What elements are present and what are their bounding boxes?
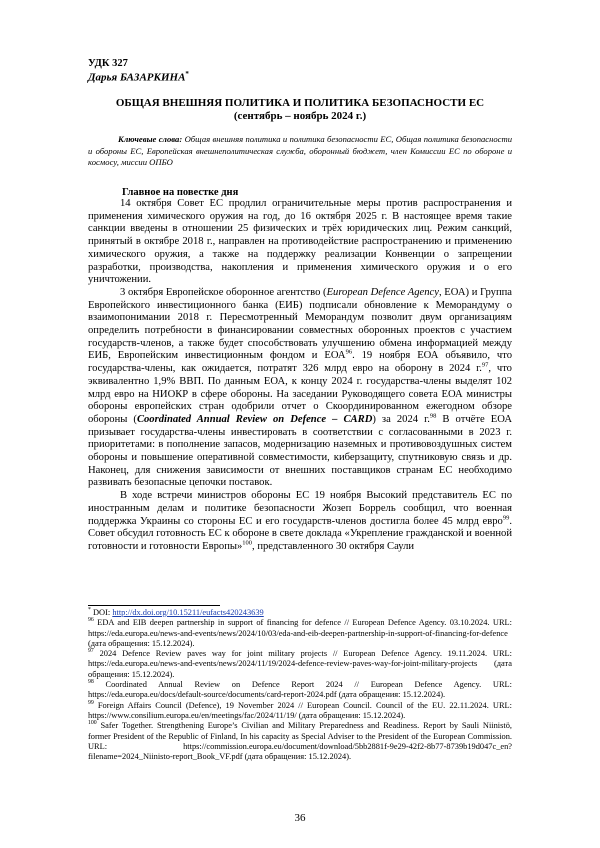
italic-term: European Defence Agency — [326, 286, 439, 298]
footnote-mark: 100 — [88, 720, 97, 727]
footnote-ref[interactable]: 96 — [345, 348, 353, 356]
author-name — [88, 70, 189, 84]
article-title: ОБЩАЯ ВНЕШНЯЯ ПОЛИТИКА И ПОЛИТИКА БЕЗОПАСНОСТИ ЕС — [115, 97, 485, 109]
footnote-ref[interactable]: 97 — [481, 361, 489, 369]
keywords — [88, 134, 512, 169]
footnote-mark: * — [88, 607, 91, 614]
footnote-text: 2024 Defence Review paves way for joint military projects // European Defence Agency. 19.11.2024. URL: https://eda.europa.eu/news-and-events/news/2024/11/19/2024-defence-review-paves-way-for-joint-military-projects (дата обращения: 15.12.2024). — [88, 649, 512, 679]
footnote-text: Safer Together. Strengthening Europe’s Civilian and Military Preparedness and Readiness. Report by Sauli Niinistö, former President of the Republic of Finland, In his capacity as Special Adviser to the President of the European Commission. URL: https://commission.europa.eu/document/download/5bb2881f-9e29-42f2-8b77-8739b19d047c_en?filename=2024_Niinisto-report_Book_VF.pdf (дата обращения: 15.12.2024). — [88, 721, 512, 762]
keywords-label: Ключевые слова: — [118, 134, 183, 144]
footnote-mark: 97 — [88, 648, 94, 655]
footnote-99 — [88, 701, 512, 722]
page-number: 36 — [294, 812, 306, 824]
paragraph-2 — [88, 287, 512, 490]
keywords-text: Общая внешняя политика и политика безопасности ЕС, Общая политика безопасности и обороны ЕС, Европейская внешнеполитическая служба, оборонный бюджет, член Комиссии ЕС по обороне и космосу, миссии ОПБО — [88, 134, 512, 168]
footnote-ref[interactable]: 98 — [429, 412, 437, 420]
article-body — [88, 198, 512, 554]
paragraph-3 — [88, 490, 512, 554]
doi-label: DOI: — [90, 608, 113, 617]
text-run: , ЕОА) и Группа Европейского инвестиционного банка (ЕИБ) подписали обновление к Меморандуму о взаимопонимании 2018 г. Пересмотренный Меморандум позволит двум организациям определить потребности в финансировании совместных оборонных проектов с участием государств-членов, а также будет способствовать улучшению обмена информацией между ЕИБ, Европейским инвестиционным фондом и ЕОА — [88, 286, 512, 362]
udk-code: УДК 327 — [88, 58, 128, 69]
text-run: В ходе встречи министров обороны ЕС 19 ноября Высокий представитель ЕС по иностранным делам и политике безопасности Жозеп Боррель сообщил, что военная поддержка Украины со стороны ЕС и его государств-членов достигла более 45 млрд евро — [88, 490, 512, 527]
author-text: Дарья БАЗАРКИНА — [88, 71, 186, 84]
footnote-96 — [88, 618, 512, 649]
text-run: , что эквивалентно 1,9% ВВП. По данным ЕОА, к концу 2024 г. государства-члены выделят 102 млрд евро на НИОКР в сфере обороны. На заседании Руководящего совета ЕОА министры обороны европейских стран одобрили отчет о Скоординированном ежегодном обзоре обороны ( — [88, 363, 512, 425]
footnote-divider — [88, 605, 220, 606]
footnote-text: EDA and EIB deepen partnership in support of financing for defence // European Defence Agency. 03.10.2024. URL: https://eda.europa.eu/news-and-events/news/2024/10/03/eda-and-eib-deepen-partnership-in-support-of-financing-for-defence (дата обращения: 15.12.2024). — [88, 618, 512, 648]
footnotes — [88, 608, 512, 762]
footnote-mark: 98 — [88, 679, 94, 686]
text-run: . 19 ноября ЕОА объявило, что государства-члены, как ожидается, потратят 326 млрд евро на оборону в 2024 г. — [88, 350, 512, 375]
doi-link[interactable]: http://dx.doi.org/10.15211/eufacts420243639 — [112, 608, 264, 617]
paragraph-1: 14 октября Совет ЕС продлил ограничительные меры против распространения и применения химического оружия на год, до 16 октября 2025 г. В настоящее время такие санкции введены в отношении 25 физических и трёх юридических лиц. Режим санкций, принятый в октябре 2018 г., направлен на противодействие распространению и применению химического оружия, а также на поддержку реализации Конвенции о запрещении разработки, производства, накопления и применения химического оружия и о его уничтожении. — [88, 198, 512, 286]
footnote-ref[interactable]: 99 — [502, 514, 510, 522]
footnote-mark: 96 — [88, 617, 94, 624]
footnote-100 — [88, 721, 512, 762]
text-run: 3 октября Европейское оборонное агентство ( — [120, 286, 327, 298]
footnote-mark: 99 — [88, 699, 94, 706]
footnote-doi — [88, 608, 512, 618]
text-run: . Совет обсудил готовность ЕС к обороне в свете доклада «Укрепление гражданской и военной готовности и готовности Европы» — [88, 515, 512, 552]
footnote-97 — [88, 649, 512, 680]
article-period: (сентябрь – ноябрь 2024 г.) — [233, 110, 367, 122]
section-heading: Главное на повестке дня — [122, 187, 239, 198]
italic-term: Coordinated Annual Review on Defence – CARD — [136, 413, 373, 425]
text-run: В отчёте ЕОА призывает государства-члены инвестировать в соответствии с согласованными в 2023 г. приоритетами: в пополнение запасов, модернизацию наземных и противовоздушных систем обороны и повышение оперативной совместимости, киберзащиту, спутниковую связь и др. Наконец, для снижения зависимости от внешних поставщиков странам ЕС необходимо развивать безопасные цепочки поставок. — [88, 413, 512, 489]
author-footnote-mark[interactable]: * — [185, 70, 189, 78]
footnote-text: Coordinated Annual Review on Defence Report 2024 // European Defence Agency. URL: https://eda.europa.eu/docs/default-source/documents/card-report-2024.pdf (дата обращения: 15.12.2024). — [88, 680, 512, 700]
footnote-98 — [88, 680, 512, 701]
footnote-ref[interactable]: 100 — [242, 539, 253, 547]
footnote-text: Foreign Affairs Council (Defence), 19 November 2024 // European Council. Council of the EU. 22.11.2024. URL: https://www.consilium.europa.eu/en/meetings/fac/2024/11/19/ (дата обращения: 15.12.2024). — [88, 700, 512, 720]
text-run: ) за 2024 г. — [372, 413, 430, 425]
text-run: , представленного 30 октября Саули — [252, 540, 415, 552]
